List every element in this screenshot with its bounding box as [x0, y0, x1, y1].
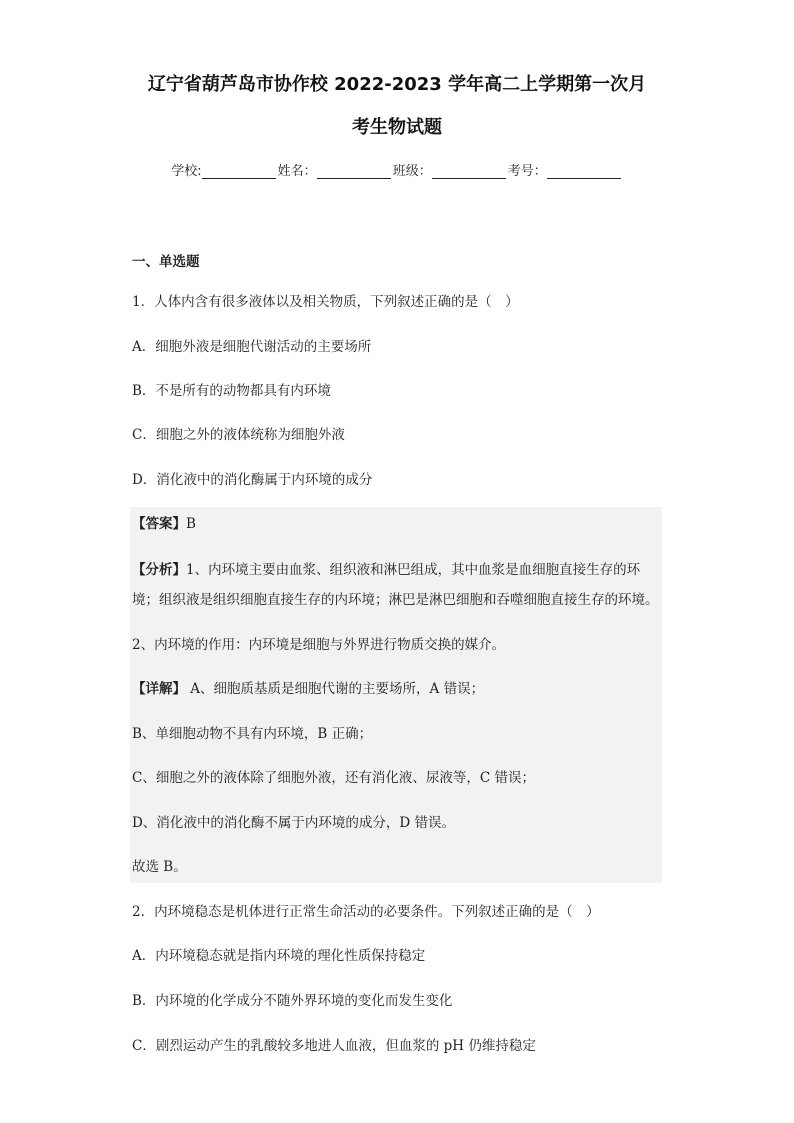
class-label: 班级： [392, 164, 432, 179]
section-heading: 一、单选题 [132, 254, 200, 270]
school-label: 学校: [171, 164, 202, 179]
answer-tag: 【答案】 [132, 516, 186, 532]
q1-option-b: B．不是所有的动物都具有内环境 [132, 383, 331, 399]
analysis-tag: 【分析】 [132, 562, 186, 578]
student-info-row [0, 160, 794, 179]
answer-value: B [186, 516, 196, 532]
document-title-line2: 考生物试题 [352, 117, 442, 138]
analysis-text-1: 1、内环境主要由血浆、组织液和淋巴组成，其中血浆是血细胞直接生存的环 [186, 562, 641, 578]
school-blank [202, 164, 276, 179]
q1-analysis-line1 [132, 561, 640, 579]
q1-detail-a [132, 680, 484, 698]
q1-answer [132, 515, 196, 533]
class-blank [432, 164, 506, 179]
q2-option-a: A．内环境稳态就是指内环境的理化性质保持稳定 [132, 948, 426, 964]
name-blank [317, 164, 391, 179]
q1-conclusion: 故选 B。 [132, 859, 187, 875]
document-title-line1: 辽宁省葫芦岛市协作校 2022-2023 学年高二上学期第一次月 [147, 74, 647, 95]
q1-option-a: A．细胞外液是细胞代谢活动的主要场所 [132, 339, 372, 355]
q1-analysis-line3: 2、内环境的作用：内环境是细胞与外界进行物质交换的媒介。 [132, 637, 506, 653]
q1-detail-d: D、消化液中的消化酶不属于内环境的成分，D 错误。 [132, 815, 455, 831]
name-label: 姓名： [277, 164, 317, 179]
detail-a-text: A、细胞质基质是细胞代谢的主要场所，A 错误； [186, 681, 485, 697]
q1-analysis-line2: 境；组织液是组织细胞直接生存的内环境；淋巴是淋巴细胞和吞噬细胞直接生存的环境。 [132, 592, 659, 608]
q1-option-d: D．消化液中的消化酶属于内环境的成分 [132, 472, 373, 488]
detail-tag: 【详解】 [132, 681, 186, 697]
q1-detail-b: B、单细胞动物不具有内环境，B 正确； [132, 726, 373, 742]
exam-no-blank [547, 164, 621, 179]
q1-stem: 1．人体内含有很多液体以及相关物质，下列叙述正确的是（ ） [132, 294, 519, 310]
q2-option-b: B．内环境的化学成分不随外界环境的变化而发生变化 [132, 993, 453, 1009]
q1-detail-c: C、细胞之外的液体除了细胞外液，还有消化液、尿液等，C 错误； [132, 770, 535, 786]
q2-stem: 2．内环境稳态是机体进行正常生命活动的必要条件。下列叙述正确的是（ ） [132, 904, 600, 920]
q1-option-c: C．细胞之外的液体统称为细胞外液 [132, 427, 345, 443]
q2-option-c: C．剧烈运动产生的乳酸较多地进人血液，但血浆的 pH 仍维持稳定 [132, 1038, 536, 1054]
exam-no-label: 考号： [507, 164, 547, 179]
